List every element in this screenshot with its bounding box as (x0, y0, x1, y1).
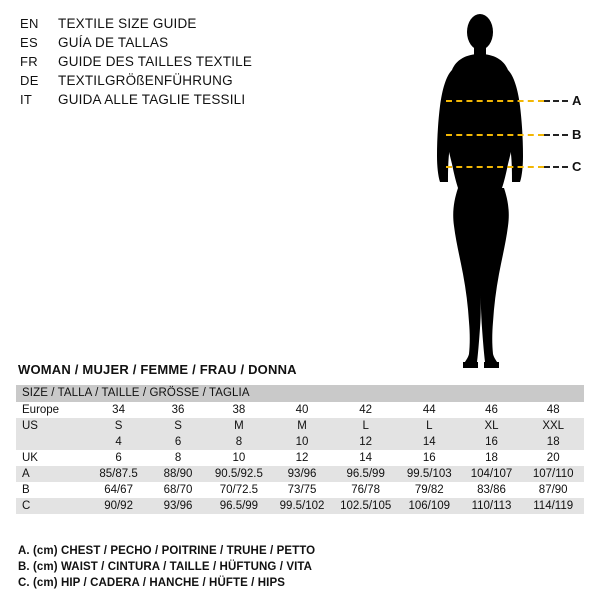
table-cell: 46 (461, 402, 523, 418)
measure-label-b: B (572, 127, 582, 142)
table-cell: S (149, 418, 207, 434)
table-cell: 88/90 (149, 466, 207, 482)
table-header-label: SIZE / TALLA / TAILLE / GRÖSSE / TAGLIA (16, 385, 584, 402)
table-cell: XL (461, 418, 523, 434)
language-text: GUÍA DE TALLAS (58, 35, 169, 50)
table-cell: M (271, 418, 334, 434)
row-label: C (16, 498, 88, 514)
language-row (20, 92, 350, 111)
table-row (16, 402, 584, 418)
table-cell: 87/90 (522, 482, 584, 498)
table-cell: 48 (522, 402, 584, 418)
table-cell: 16 (461, 434, 523, 450)
table-cell: 85/87.5 (88, 466, 149, 482)
row-label: B (16, 482, 88, 498)
legend-item-waist: B. (cm) WAIST / CINTURA / TAILLE / HÜFTUNG / VITA (18, 561, 313, 573)
table-row (16, 498, 584, 514)
table-cell: 18 (461, 450, 523, 466)
waist-measure-line-pointer (544, 134, 568, 136)
table-row (16, 482, 584, 498)
language-row (20, 16, 350, 35)
table-cell: 12 (333, 434, 398, 450)
hip-measure-line-pointer (544, 166, 568, 168)
table-cell: 10 (207, 450, 271, 466)
table-row (16, 434, 584, 450)
language-code: FR (20, 54, 38, 69)
table-row (16, 450, 584, 466)
row-label: UK (16, 450, 88, 466)
table-cell: 73/75 (271, 482, 334, 498)
chest-measure-line-accent (446, 100, 544, 102)
table-cell: 106/109 (398, 498, 461, 514)
table-cell: 93/96 (149, 498, 207, 514)
table-cell: 36 (149, 402, 207, 418)
language-text: GUIDE DES TAILLES TEXTILE (58, 54, 253, 69)
table-cell: M (207, 418, 271, 434)
table-cell: 44 (398, 402, 461, 418)
table-cell: 38 (207, 402, 271, 418)
body-silhouette-icon (380, 6, 595, 376)
row-label (16, 434, 88, 450)
table-cell: 102.5/105 (333, 498, 398, 514)
table-cell: 83/86 (461, 482, 523, 498)
table-cell: 96.5/99 (333, 466, 398, 482)
table-cell: 6 (88, 450, 149, 466)
table-cell: 99.5/102 (271, 498, 334, 514)
table-cell: 114/119 (522, 498, 584, 514)
table-cell: 10 (271, 434, 334, 450)
language-text: TEXTILE SIZE GUIDE (58, 16, 197, 31)
table-row (16, 418, 584, 434)
table-cell: 90.5/92.5 (207, 466, 271, 482)
table-cell: 12 (271, 450, 334, 466)
language-text: TEXTILGRÖßENFÜHRUNG (58, 73, 233, 88)
measurement-legend (18, 543, 578, 591)
table-cell: 14 (333, 450, 398, 466)
table-cell: 40 (271, 402, 334, 418)
table-cell: 93/96 (271, 466, 334, 482)
legend-item-hip: C. (cm) HIP / CADERA / HANCHE / HÜFTE / HIPS (18, 577, 286, 589)
table-cell: 76/78 (333, 482, 398, 498)
language-code: DE (20, 73, 39, 88)
table-header-row (16, 385, 584, 402)
table-cell: 16 (398, 450, 461, 466)
table-cell: 64/67 (88, 482, 149, 498)
table-cell: 20 (522, 450, 584, 466)
table-cell: 42 (333, 402, 398, 418)
table-cell: 18 (522, 434, 584, 450)
chest-measure-line-pointer (544, 100, 568, 102)
female-body-figure (380, 6, 595, 376)
measure-label-c: C (572, 159, 582, 174)
table-cell: 8 (207, 434, 271, 450)
table-cell: 8 (149, 450, 207, 466)
table-cell: XXL (522, 418, 584, 434)
waist-measure-line-accent (446, 134, 544, 136)
row-label: Europe (16, 402, 88, 418)
table-cell: 79/82 (398, 482, 461, 498)
language-row (20, 35, 350, 54)
language-guide-block (20, 16, 350, 111)
table-cell: 96.5/99 (207, 498, 271, 514)
table-row (16, 466, 584, 482)
table-cell: 68/70 (149, 482, 207, 498)
table-cell: 70/72.5 (207, 482, 271, 498)
table-cell: 14 (398, 434, 461, 450)
row-label: A (16, 466, 88, 482)
measure-label-a: A (572, 93, 582, 108)
table-cell: 104/107 (461, 466, 523, 482)
language-row (20, 73, 350, 92)
table-cell: 4 (88, 434, 149, 450)
row-label: US (16, 418, 88, 434)
language-code: EN (20, 16, 39, 31)
table-cell: 99.5/103 (398, 466, 461, 482)
language-code: ES (20, 35, 38, 50)
table-cell: 90/92 (88, 498, 149, 514)
legend-item-chest: A. (cm) CHEST / PECHO / POITRINE / TRUHE / PETTO (18, 545, 316, 557)
table-cell: L (398, 418, 461, 434)
table-cell: L (333, 418, 398, 434)
table-cell: 110/113 (461, 498, 523, 514)
language-code: IT (20, 92, 33, 107)
size-table (16, 385, 584, 514)
language-text: GUIDA ALLE TAGLIE TESSILI (58, 92, 246, 107)
language-row (20, 54, 350, 73)
table-cell: 107/110 (522, 466, 584, 482)
table-cell: 6 (149, 434, 207, 450)
hip-measure-line-accent (446, 166, 544, 168)
table-cell: 34 (88, 402, 149, 418)
section-title: WOMAN / MUJER / FEMME / FRAU / DONNA (18, 362, 297, 377)
table-cell: S (88, 418, 149, 434)
